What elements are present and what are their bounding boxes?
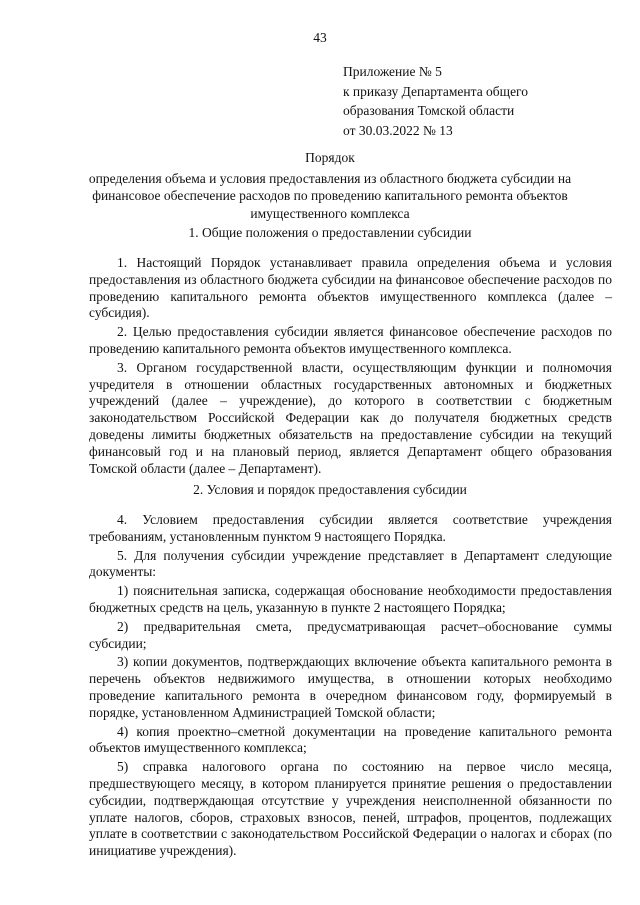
title-line: финансовое обеспечение расходов по проведению капитального ремонта объектов [92,188,568,203]
section-2-heading: 2. Условия и порядок предоставления субсидии [193,482,467,497]
title-line: имущественного комплекса [250,205,410,221]
list-item: 2) предварительная смета, предусматривающая расчет–обоснование суммы субсидии; [89,618,612,651]
paragraph: 3. Органом государственной власти, осуществляющим функции и полномочия учредителя в отношении областных государственных автономных и бюджетных учреждений (далее – учреждение), до которого в соответствии с бюджетным законодательством Российской Федерации как до получателя бюджетных средств доведены лимиты бюджетных обязательств на предоставление субсидии на текущий финансовый год и на плановый период, является Департамент общего образования Томской области (далее – Департамент). [89,359,612,476]
document-title [60,149,600,222]
page-number: 43 [313,30,327,45]
paragraph: 4. Условием предоставления субсидии является соответствие учреждения требованиям, установленным пунктом 9 настоящего Порядка. [89,512,612,544]
section-1-body [89,255,612,479]
appendix-line: к приказу Департамента общего [343,83,529,99]
paragraph: 1. Настоящий Порядок устанавливает правила определения объема и условия предоставления из областного бюджета субсидии на финансовое обеспечение расходов по проведению капитального ремонта объектов имущественного комплекса (далее – субсидия). [89,255,612,321]
list-item: 3) копии документов, подтверждающих включение объекта капитального ремонта в перечень объектов недвижимого имущества, в отношении которых необходимо проведение капитального ремонта в очередном финансовом году, формируемый в порядке, установленном Администрацией Томской области; [89,654,612,720]
section-1-heading: 1. Общие положения о предоставлении субсидии [188,225,472,240]
appendix-line: от 30.03.2022 № 13 [343,122,453,138]
appendix-line: Приложение № 5 [343,64,442,79]
paragraph: 2. Целью предоставления субсидии является финансовое обеспечение расходов по проведению капитального ремонта объектов имущественного комплекса. [89,324,612,356]
title-line: определения объема и условия предоставления из областного бюджета субсидии на [88,170,572,186]
list-item: 4) копия проектно–сметной документации на проведение капитального ремонта объектов имущественного комплекса; [89,723,612,756]
list-item: 5) справка налогового органа по состоянию на первое число месяца, предшествующего месяцу, в котором планируется принятие решения о предоставлении субсидии, подтверждающая отсутствие у учреждения неисполненной обязанности по уплате налогов, сборов, страховых взносов, пеней, штрафов, процентов, подлежащих уплате в соответствии с законодательством Российской Федерации о налогах и сборах (по инициативе учреждения). [89,759,612,859]
section-2-body [89,512,612,862]
paragraph: 5. Для получения субсидии учреждение представляет в Департамент следующие документы: [89,547,612,580]
appendix-block [343,62,528,140]
appendix-line: образования Томской области [343,103,515,118]
list-item: 1) пояснительная записка, содержащая обоснование необходимости предоставления бюджетных средств на цель, указанную в пункте 2 настоящего Порядка; [89,583,612,615]
title-heading: Порядок [305,150,355,165]
